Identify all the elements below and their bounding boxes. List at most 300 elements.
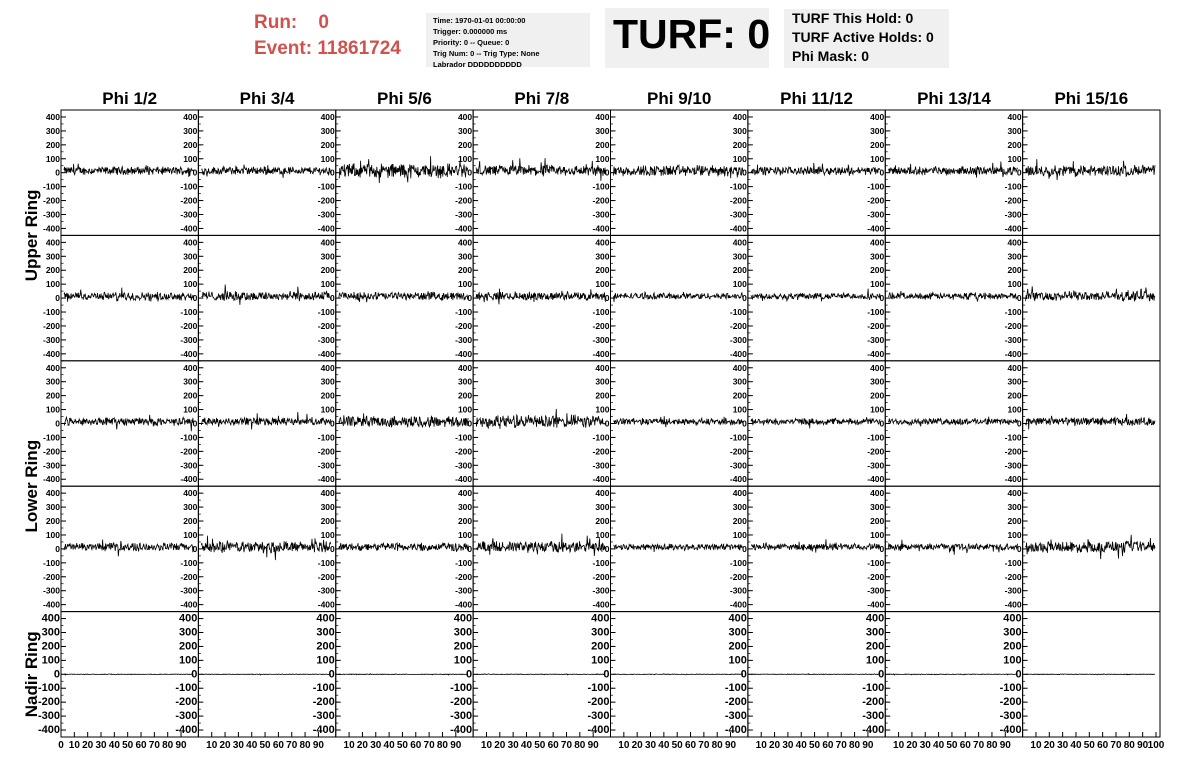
y-tick-label: 100 [320,529,335,540]
x-tick-label: 60 [547,740,559,751]
x-tick-label: 60 [272,740,284,751]
waveform-panel [318,486,473,611]
y-tick-label: 0 [1016,543,1022,554]
y-tick-label: -400 [42,348,60,359]
waveform-trace [64,674,193,675]
x-tick-label: 80 [436,740,449,751]
y-tick-label: -100 [455,307,473,318]
x-tick-label: 90 [587,740,599,751]
y-tick-label: 100 [732,404,747,415]
y-tick-label: -400 [867,223,885,234]
y-tick-label: -100 [450,682,473,695]
x-tick-label: 30 [1057,740,1069,751]
y-tick-label: 0 [879,418,885,429]
y-tick-label: 0 [330,418,335,429]
y-tick-label: 300 [595,502,610,513]
y-tick-label: 0 [192,418,198,429]
waveform-trace [751,163,880,176]
y-tick-label: 0 [1016,418,1022,429]
y-tick-label: 100 [183,404,198,415]
x-tick-label: 30 [507,740,519,751]
y-tick-label: 200 [457,516,473,527]
y-tick-label: 400 [1007,488,1022,499]
x-tick-label: 10 [618,740,630,751]
x-tick-label: 60 [822,740,834,751]
y-tick-label: -400 [455,348,473,359]
y-tick-label: -300 [317,585,335,596]
x-tick-label: 20 [82,740,94,751]
y-tick-label: -200 [317,571,335,582]
x-tick-label: 30 [95,740,107,751]
y-tick-label: 400 [320,237,335,248]
y-tick-label: 0 [879,167,885,178]
waveform-trace [1026,414,1155,430]
phi-mask: Phi Mask: 0 [792,48,870,64]
waveform-trace [888,162,1017,178]
y-tick-label: -100 [592,557,610,568]
waveform-panel [862,612,1022,737]
info-trig-num: Trig Num: 0 -- Trig Type: None [433,49,540,58]
x-tick-label: 50 [1083,740,1095,751]
y-tick-label: -100 [180,181,198,192]
y-tick-label: 400 [457,111,473,122]
y-tick-label: 300 [457,125,473,136]
y-tick-label: 400 [453,612,473,625]
y-tick-label: 100 [1007,529,1022,540]
x-tick-label: 90 [724,740,737,751]
y-tick-label: 300 [1007,376,1022,387]
x-tick-label: 20 [1043,740,1055,751]
y-tick-label: -400 [587,724,610,737]
y-tick-label: 0 [330,167,335,178]
y-tick-label: -400 [867,474,885,485]
y-tick-label: 300 [870,251,885,262]
y-tick-label: 200 [865,640,885,653]
x-tick-label: 20 [768,740,781,751]
waveform-panel [592,110,747,235]
y-tick-label: 100 [595,529,610,540]
y-tick-label: 200 [316,640,335,653]
y-tick-label: -100 [455,181,473,192]
y-tick-label: 200 [45,139,60,150]
waveform-trace [201,285,330,305]
y-tick-label: 0 [192,543,198,554]
y-tick-label: 300 [45,502,60,513]
y-tick-label: 200 [183,516,198,527]
y-tick-label: -200 [175,696,198,709]
y-tick-label: -200 [867,446,885,457]
y-tick-label: -200 [42,571,60,582]
waveform-trace [888,417,1017,427]
y-tick-label: -200 [317,446,335,457]
y-tick-label: 400 [865,612,885,625]
x-tick-label: 20 [356,740,368,751]
x-tick-label: 40 [1070,740,1082,751]
y-tick-label: -100 [729,432,747,443]
y-tick-label: 100 [732,279,747,290]
y-tick-label: 0 [742,543,747,554]
waveform-panel [725,612,885,737]
y-tick-label: -100 [317,557,335,568]
x-tick-label: 10 [480,740,493,751]
y-tick-label: -200 [180,320,198,331]
y-tick-label: 400 [595,111,610,122]
y-tick-label: -300 [724,710,747,723]
y-tick-label: 400 [45,111,60,122]
y-tick-label: 300 [595,376,610,387]
y-tick-label: -300 [729,334,747,345]
waveform-panel [313,612,473,737]
y-tick-label: -400 [724,724,747,737]
x-tick-label: 50 [946,740,958,751]
y-tick-label: -300 [867,460,885,471]
x-tick-label: 40 [383,740,395,751]
x-tick-label: 50 [534,740,546,751]
y-tick-label: -100 [867,557,885,568]
x-tick-label: 70 [973,740,985,751]
y-tick-label: 0 [467,418,473,429]
waveform-panel [867,235,1022,360]
y-tick-label: 100 [179,654,198,667]
y-tick-label: -400 [862,724,885,737]
y-tick-label: 200 [732,516,747,527]
column-header: Phi 9/10 [647,89,712,108]
y-tick-label: 0 [742,418,747,429]
x-tick-label: 20 [906,740,918,751]
y-tick-label: 400 [870,111,885,122]
y-tick-label: -200 [455,320,473,331]
waveform-panel [592,361,747,486]
y-tick-label: -300 [180,209,198,220]
x-tick-label: 10 [755,740,767,751]
y-tick-label: 200 [595,265,610,276]
y-tick-label: 200 [457,139,473,150]
y-tick-label: -200 [587,696,610,709]
waveform-trace [476,158,605,181]
y-tick-label: -100 [724,682,747,695]
y-tick-label: -200 [42,195,60,206]
y-tick-label: 300 [320,376,335,387]
y-tick-label: 200 [870,516,885,527]
y-tick-label: -400 [455,474,473,485]
x-tick-label: 60 [1097,740,1109,751]
y-tick-label: -400 [42,223,60,234]
y-tick-label: 100 [595,153,610,164]
y-tick-label: 200 [320,390,335,401]
y-tick-label: 200 [870,265,885,276]
waveform-trace [751,417,880,428]
y-tick-label: 400 [320,488,335,499]
turf-this-hold: TURF This Hold: 0 [792,10,914,26]
y-tick-label: 200 [45,265,60,276]
y-tick-label: 0 [1015,668,1022,681]
y-tick-label: -400 [455,599,473,610]
y-tick-label: 0 [742,293,747,304]
y-tick-label: 100 [183,153,198,164]
y-tick-label: -200 [592,446,610,457]
waveform-panel [592,235,747,360]
x-tick-label: 0 [58,740,64,751]
y-tick-label: -300 [867,209,885,220]
y-tick-label: 300 [1007,251,1022,262]
x-tick-label: 60 [684,740,697,751]
y-tick-label: -400 [592,223,610,234]
waveform-trace [888,674,1017,675]
y-tick-label: 100 [728,654,747,667]
y-tick-label: -300 [455,460,473,471]
waveform-trace [614,165,743,178]
y-tick-label: 400 [183,111,198,122]
x-tick-label: 100 [1147,740,1165,751]
y-tick-label: 0 [191,668,198,681]
waveform-panel [730,486,885,611]
y-tick-label: -100 [592,432,610,443]
y-tick-label: -300 [729,585,747,596]
y-tick-label: 0 [55,167,60,178]
x-tick-label: 10 [206,740,218,751]
y-tick-label: 0 [604,293,610,304]
y-tick-label: -300 [999,710,1022,723]
y-tick-label: -400 [1004,474,1022,485]
y-tick-label: 100 [45,279,60,290]
ring-label: Nadir Ring [22,631,41,718]
y-tick-label: 100 [865,654,885,667]
x-tick-label: 80 [1123,740,1135,751]
x-tick-label: 40 [108,740,120,751]
y-tick-label: -400 [175,724,198,737]
waveform-panel [455,235,610,360]
y-tick-label: 200 [1007,390,1022,401]
y-tick-label: -300 [455,585,473,596]
x-tick-label: 60 [135,740,147,751]
waveform-panel [180,486,335,611]
waveform-trace [751,539,880,552]
x-tick-label: 90 [1137,740,1149,751]
y-tick-label: 200 [457,265,473,276]
y-tick-label: -200 [455,195,473,206]
x-tick-label: 70 [1110,740,1122,751]
y-tick-label: -200 [862,696,885,709]
waveform-panel [587,612,747,737]
y-tick-label: 400 [183,362,198,373]
event-value: 11861724 [317,38,401,59]
y-tick-label: -400 [180,348,198,359]
y-tick-label: 300 [732,125,747,136]
y-tick-label: 0 [192,167,198,178]
y-tick-label: 200 [453,640,473,653]
y-tick-label: -200 [312,696,335,709]
column-header: Phi 13/14 [917,89,991,108]
y-tick-label: -300 [317,209,335,220]
y-tick-label: 100 [457,404,473,415]
x-tick-label: 80 [849,740,861,751]
waveform-panel [1005,486,1160,611]
y-tick-label: 400 [1007,237,1022,248]
y-tick-label: 300 [870,502,885,513]
y-tick-label: 100 [45,404,60,415]
x-tick-label: 80 [986,740,998,751]
y-tick-label: 200 [41,640,60,653]
waveform-trace [888,540,1017,555]
y-tick-label: 100 [457,153,473,164]
y-tick-label: 400 [183,488,198,499]
y-tick-label: -100 [1004,307,1022,318]
y-tick-label: -300 [592,209,610,220]
y-tick-label: 0 [55,418,60,429]
y-tick-label: -100 [1004,181,1022,192]
waveform-trace [1026,286,1155,301]
x-tick-label: 30 [919,740,931,751]
y-tick-label: -300 [312,710,335,723]
y-tick-label: 300 [595,251,610,262]
y-tick-label: -200 [317,320,335,331]
waveform-trace [476,289,605,305]
y-tick-label: 400 [320,362,335,373]
y-tick-label: 100 [41,654,60,667]
y-tick-label: 300 [1007,125,1022,136]
waveform-trace [201,412,330,430]
x-tick-label: 20 [494,740,506,751]
y-tick-label: 400 [316,612,335,625]
y-tick-label: -200 [37,696,60,709]
y-tick-label: 300 [1003,626,1022,639]
y-tick-label: 400 [183,237,198,248]
y-tick-label: -300 [455,209,473,220]
y-tick-label: 400 [45,362,60,373]
y-tick-label: 200 [320,516,335,527]
y-tick-label: 100 [1007,153,1022,164]
y-tick-label: -200 [724,696,747,709]
y-tick-label: -100 [455,432,473,443]
waveform-panel [180,235,335,360]
column-header: Phi 1/2 [102,89,158,108]
y-tick-label: 400 [728,612,747,625]
y-tick-label: 300 [865,626,885,639]
y-tick-label: 300 [728,626,747,639]
x-tick-label: 40 [795,740,807,751]
waveform-trace [1026,159,1155,180]
turf-active-holds: TURF Active Holds: 0 [792,29,934,45]
y-tick-label: -100 [312,682,335,695]
x-tick-label: 40 [933,740,945,751]
y-tick-label: 300 [316,626,335,639]
waveform-panel [43,486,198,611]
y-tick-label: -100 [37,682,60,695]
y-tick-label: -100 [455,557,473,568]
y-tick-label: 400 [870,362,885,373]
y-tick-label: 300 [457,376,473,387]
y-tick-label: 100 [183,529,198,540]
y-tick-label: 0 [742,167,747,178]
waveform-trace [201,536,330,561]
y-tick-label: 300 [453,626,473,639]
y-tick-label: -300 [592,460,610,471]
y-tick-label: -100 [867,181,885,192]
y-tick-label: -200 [180,446,198,457]
y-tick-label: -100 [592,181,610,192]
event-label: Event: [254,38,313,59]
y-tick-label: 400 [457,362,473,373]
y-tick-label: -400 [1004,348,1022,359]
y-tick-label: -400 [729,474,747,485]
y-tick-label: -400 [42,599,60,610]
waveform-panel [730,110,885,235]
y-tick-label: 0 [467,293,473,304]
waveform-panel [43,110,198,235]
y-tick-label: 300 [732,502,747,513]
y-tick-label: -300 [729,460,747,471]
y-tick-label: 100 [457,279,473,290]
x-tick-label: 50 [809,740,821,751]
y-tick-label: -300 [729,209,747,220]
y-tick-label: 200 [728,640,747,653]
y-tick-label: 400 [457,488,473,499]
y-tick-label: 0 [467,543,473,554]
y-tick-label: 100 [1003,654,1022,667]
y-tick-label: -300 [42,209,60,220]
waveform-trace [64,415,193,431]
waveform-panel [43,235,198,360]
waveform-trace [201,165,330,178]
y-tick-label: 300 [45,376,60,387]
y-tick-label: -300 [317,334,335,345]
y-tick-label: 300 [457,251,473,262]
waveform-trace [476,674,605,675]
x-tick-label: 50 [122,740,134,751]
x-tick-label: 80 [711,740,723,751]
y-tick-label: -100 [317,307,335,318]
waveform-panel [1000,612,1160,737]
y-tick-label: -200 [455,571,473,582]
turf-value: TURF: 0 [613,11,771,57]
waveform-panel [318,110,473,235]
y-tick-label: 200 [320,265,335,276]
x-tick-label: 70 [148,740,160,751]
x-tick-label: 50 [259,740,271,751]
waveform-panel [318,235,473,360]
y-tick-label: 100 [1007,279,1022,290]
y-tick-label: 300 [183,502,198,513]
waveform-panel [455,361,610,486]
x-tick-label: 70 [560,740,573,751]
y-tick-label: -400 [1004,599,1022,610]
y-tick-label: 400 [1003,612,1022,625]
y-tick-label: 100 [320,404,335,415]
x-tick-label: 40 [246,740,258,751]
y-tick-label: -300 [867,585,885,596]
y-tick-label: 300 [870,376,885,387]
y-tick-label: 0 [603,668,610,681]
y-tick-label: 300 [732,251,747,262]
y-tick-label: -100 [180,432,198,443]
y-tick-label: 0 [328,668,335,681]
y-tick-label: -100 [42,432,60,443]
y-tick-label: -400 [592,599,610,610]
waveform-trace [339,156,468,183]
waveform-panel [867,110,1022,235]
y-tick-label: 200 [320,139,335,150]
waveform-panel [1005,110,1160,235]
y-tick-label: -300 [42,585,60,596]
x-tick-label: 70 [286,740,298,751]
y-tick-label: 200 [1007,516,1022,527]
y-tick-label: 0 [604,167,610,178]
y-tick-label: -400 [317,599,335,610]
y-tick-label: -300 [180,585,198,596]
y-tick-label: -100 [867,432,885,443]
y-tick-label: 300 [41,626,60,639]
y-tick-label: 0 [879,543,885,554]
